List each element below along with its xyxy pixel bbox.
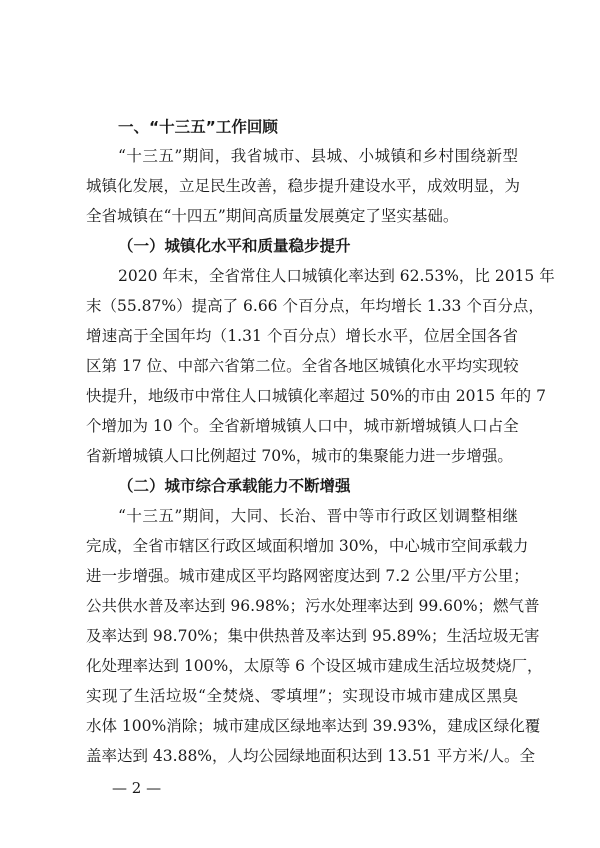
sub1-line-2: 末（55.87%）提高了 6.66 个百分点，年均增长 1.33 个百分点， — [86, 297, 544, 315]
sub1-line-5: 快提升，地级市中常住人口城镇化率超过 50%的市由 2015 年的 7 — [86, 387, 546, 405]
sub1-line-1: 2020 年末，全省常住人口城镇化率达到 62.53%，比 2015 年 — [118, 267, 555, 285]
sub2-line-9: 盖率达到 43.88%，人均公园绿地面积达到 13.51 平方米/人。全 — [86, 747, 535, 765]
subsection-1-title: （一）城镇化水平和质量稳步提升 — [118, 236, 351, 255]
sub2-line-5: 及率达到 98.70%；集中供热普及率达到 95.89%；生活垃圾无害 — [86, 627, 540, 645]
sub2-line-8: 水体 100%消除；城市建成区绿地率达到 39.93%，建成区绿化覆 — [86, 717, 541, 735]
sub1-line-7: 省新增城镇人口比例超过 70%，城市的集聚能力进一步增强。 — [86, 447, 513, 465]
intro-line-2: 城镇化发展，立足民生改善，稳步提升建设水平，成效明显，为 — [86, 177, 521, 195]
section-title: 一、“十三五”工作回顾 — [118, 118, 278, 136]
sub2-line-3: 进一步增强。城市建成区平均路网密度达到 7.2 公里/平方公里； — [86, 567, 529, 585]
intro-line-3: 全省城镇在“十四五”期间高质量发展奠定了坚实基础。 — [86, 207, 459, 225]
sub2-line-4: 公共供水普及率达到 96.98%；污水处理率达到 99.60%；燃气普 — [86, 597, 540, 615]
sub2-line-2: 完成，全省市辖区行政区域面积增加 30%，中心城市空间承载力 — [86, 537, 529, 555]
sub1-line-4: 区第 17 位、中部六省第二位。全省各地区城镇化水平均实现较 — [86, 357, 519, 375]
sub2-line-1: “十三五”期间，大同、长治、晋中等市行政区划调整相继 — [118, 507, 518, 525]
sub1-line-3: 增速高于全国年均（1.31 个百分点）增长水平，位居全国各省 — [86, 327, 518, 345]
subsection-2-title: （二）城市综合承载能力不断增强 — [118, 476, 351, 495]
intro-line-1: “十三五”期间，我省城市、县城、小城镇和乡村围绕新型 — [118, 147, 518, 165]
page-number: — 2 — — [112, 779, 162, 797]
sub2-line-6: 化处理率达到 100%，太原等 6 个设区城市建成生活垃圾焚烧厂， — [86, 657, 543, 675]
sub2-line-7: 实现了生活垃圾“全焚烧、零填埋”；实现设市城市建成区黑臭 — [86, 687, 518, 705]
sub1-line-6: 个增加为 10 个。全省新增城镇人口中，城市新增城镇人口占全 — [86, 417, 519, 435]
